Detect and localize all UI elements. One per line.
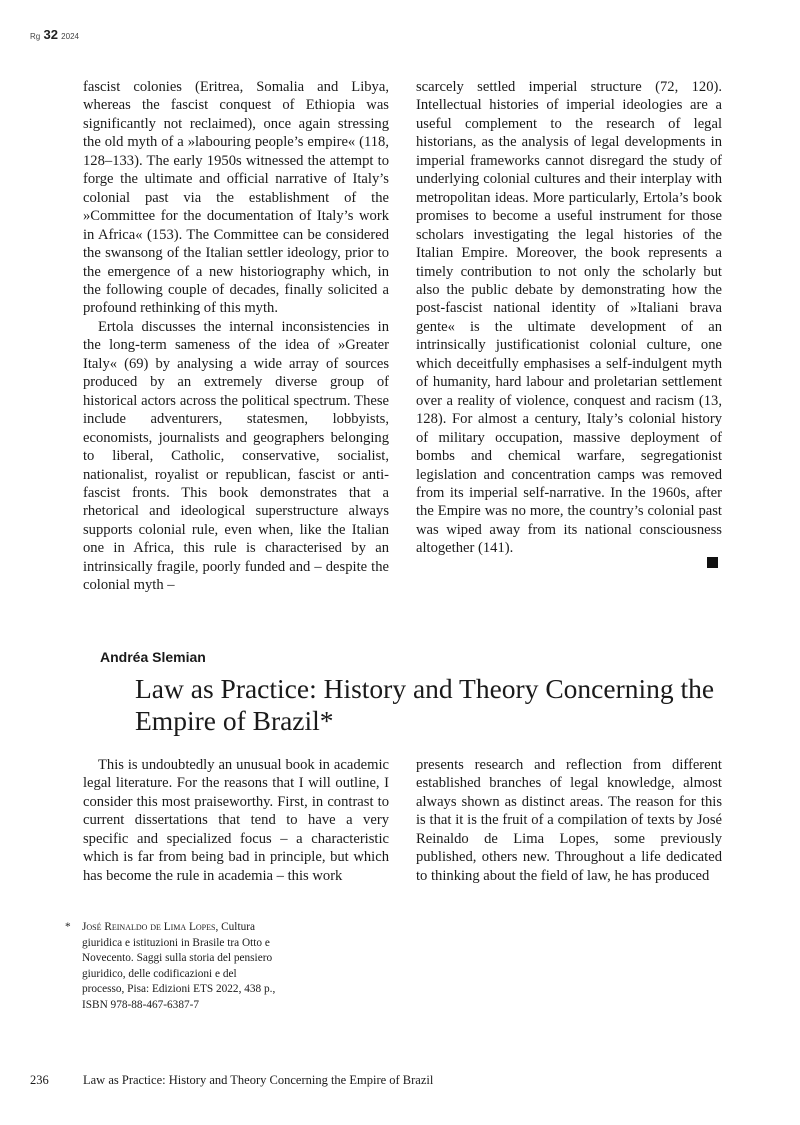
- journal-year: 2024: [61, 32, 79, 41]
- journal-abbrev: Rg: [30, 32, 41, 41]
- review-author: Andréa Slemian: [100, 649, 206, 665]
- end-of-review-mark: [707, 557, 718, 568]
- review-title: Law as Practice: History and Theory Concerning the Empire of Brazil*: [135, 673, 715, 736]
- body-paragraph: This is undoubtedly an unusual book in academic legal literature. For the reasons that I will outline, I consider this most praiseworthy. First, in contrast to current dissertations that tend to have a very specific and specialized focus – a characteristic which is far from being bad in principle, but which has become the rule in academia – this work: [83, 757, 389, 884]
- footnote-citation: Cultura giuridica e istituzioni in Brasile tra Otto e Novecento. Saggi sulla storia del pensiero giuridico, delle codificazioni e del processo, Pisa: Edizioni ETS 2022, 438 p., ISBN 978-88-467-6387-7: [82, 921, 276, 1011]
- footnote: [65, 920, 280, 1014]
- footnote-book-author: José Reinaldo de Lima Lopes,: [82, 921, 219, 933]
- page-footer: [30, 1073, 433, 1088]
- review-right-column: [416, 756, 722, 885]
- journal-volume: 32: [43, 27, 58, 42]
- body-paragraph: Ertola discusses the internal inconsistencies in the long-term sameness of the idea of »Greater Italy« (69) by analysing a wide array of sources produced by an extremely diverse group of historical actors across the political spectrum. These include adventurers, statesmen, lobbyists, economists, journalists and geographers belonging to liberal, Catholic, conservative, socialist, nationalist, royalist or republican, fascist or anti-fascist fronts. This book demonstrates that a rhetorical and ideological superstructure always supports colonial rule, even when, like the Italian one in Africa, this rule is characterised by an intrinsically fragile, poorly funded and – despite the colonial myth –: [83, 318, 389, 594]
- body-paragraph: fascist colonies (Eritrea, Somalia and Libya, whereas the fascist conquest of Ethiopia was significantly not reclaimed), once again stressing the old myth of a »labouring people’s empire« (118, 128–133). The early 1950s witnessed the attempt to forge the ultimate and official narrative of Italy’s colonial past via the establishment of the »Committee for the documentation of Italy’s work in Africa« (153). The Committee can be considered the swansong of the Italian settler ideology, prior to the emergence of a new historiography which, in the following couple of decades, finally solicited a profound rethinking of this myth.: [83, 79, 389, 317]
- previous-review-left-column: [83, 78, 389, 595]
- review-left-column: [83, 756, 389, 885]
- journal-header: [30, 27, 79, 42]
- running-title: Law as Practice: History and Theory Concerning the Empire of Brazil: [83, 1073, 434, 1087]
- body-paragraph: presents research and reflection from different established branches of legal knowledge, almost always shown as distinct areas. The reason for this is that it is the fruit of a compilation of texts by José Reinaldo de Lima Lopes, some previously published, others new. Throughout a life dedicated to thinking about the field of law, he has produced: [416, 757, 722, 884]
- previous-review-right-column: [416, 78, 722, 558]
- footnote-mark: *: [65, 921, 71, 933]
- page-number: 236: [30, 1073, 49, 1087]
- body-paragraph: scarcely settled imperial structure (72, 120). Intellectual histories of imperial ideologies are a useful complement to the research of legal historians, as the analysis of legal developments in imperial frameworks cannot disregard the study of underlying colonial cultures and their interplay with metropolitan ideas. More particularly, Ertola’s book promises to become a useful instrument for those scholars investigating the legal histories of the Italian Empire. Moreover, the book represents a timely contribution to not only the scholarly but also the public debate by demonstrating how the post-fascist national identity of »Italiani brava gente« is the ultimate development of an intrinsically justificationist colonial culture, one which deceitfully emphasises a self-indulgent myth of humanity, hard labour and proletarian settlement over a reality of violence, conquest and racism (13, 128). For almost a century, Italy’s colonial history of military occupation, massive deployment of bombs and chemical warfare, segregationist legislation and concentration camps was removed from its imperial self-narrative. In the 1960s, after the Empire was no more, the country’s colonial past was wiped away from its national consciousness altogether (141).: [416, 79, 722, 557]
